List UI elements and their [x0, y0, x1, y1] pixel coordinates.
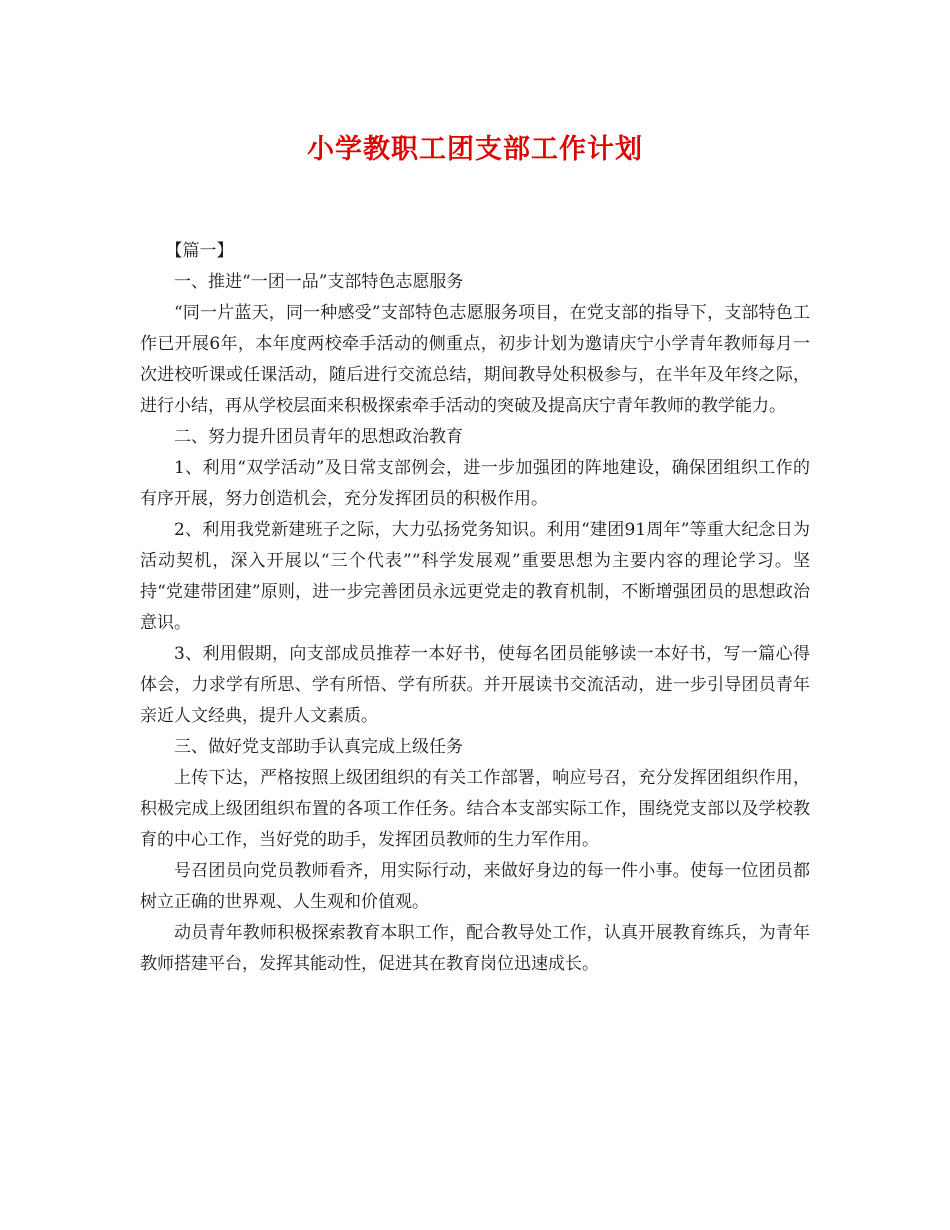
paragraph: 上传下达，严格按照上级团组织的有关工作部署，响应号召，充分发挥团组织作用，积极完成上级团组织布置的各项工作任务。结合本支部实际工作，围绕党支部以及学校教育的中心工作，当好党的助手，发挥团员教师的生力军作用。 — [140, 768, 810, 850]
heading-1: 一、推进“一团一品”支部特色志愿服务 — [174, 272, 464, 292]
paragraph: 3、利用假期，向支部成员推荐一本好书，使每名团员能够读一本好书，写一篇心得体会，力求学有所思、学有所悟、学有所获。并开展读书交流活动，进一步引导团员青年亲近人文经典，提升人文素质。 — [140, 644, 810, 726]
document-body — [140, 236, 810, 980]
paragraph: 动员青年教师积极探索教育本职工作，配合教导处工作，认真开展教育练兵，为青年教师搭建平台，发挥其能动性，促进其在教育岗位迅速成长。 — [140, 923, 810, 974]
document-title: 小学教职工团支部工作计划 — [307, 134, 643, 165]
heading-3: 三、做好党支部助手认真完成上级任务 — [174, 737, 463, 757]
section-label: 【篇一】 — [165, 241, 234, 261]
heading-2: 二、努力提升团员青年的思想政治教育 — [174, 427, 463, 447]
paragraph: 号召团员向党员教师看齐，用实际行动，来做好身边的每一件小事。使每一位团员都树立正确的世界观、人生观和价值观。 — [140, 861, 810, 912]
paragraph: 1、利用“双学活动”及日常支部例会，进一步加强团的阵地建设，确保团组织工作的有序开展，努力创造机会，充分发挥团员的积极作用。 — [140, 458, 810, 509]
paragraph: 2、利用我党新建班子之际，大力弘扬党务知识。利用“建团91周年”等重大纪念日为活动契机，深入开展以“三个代表”“科学发展观”重要思想为主要内容的理论学习。坚持“党建带团建”原则，进一步完善团员永远更党走的教育机制，不断增强团员的思想政治意识。 — [140, 520, 810, 633]
paragraph: “同一片蓝天，同一种感受”支部特色志愿服务项目，在党支部的指导下，支部特色工作已开展6年，本年度两校牵手活动的侧重点，初步计划为邀请庆宁小学青年教师每月一次进校听课或任课活动，随后进行交流总结，期间教导处积极参与，在半年及年终之际，进行小结，再从学校层面来积极探索牵手活动的突破及提高庆宁青年教师的教学能力。 — [140, 303, 810, 416]
